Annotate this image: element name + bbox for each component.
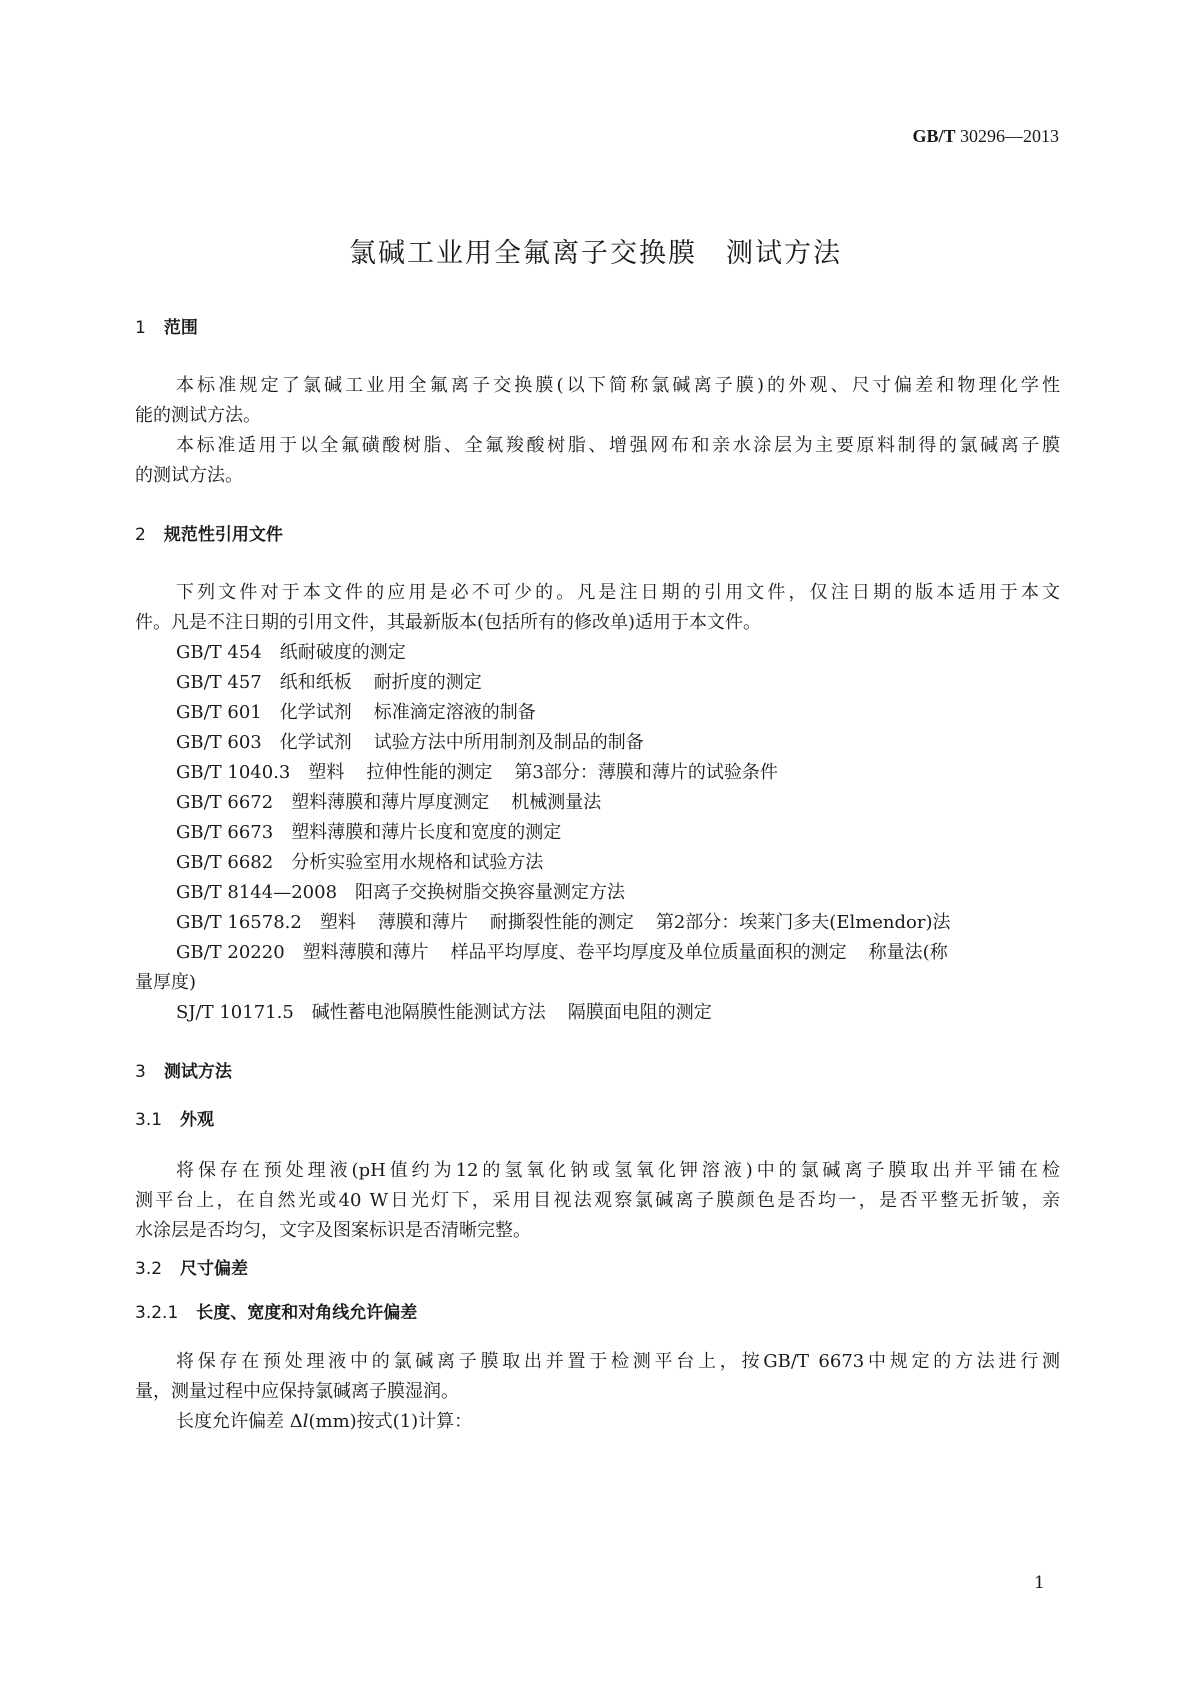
reference-code: GB/T 457 <box>176 672 262 693</box>
reference-title: 分析实验室用水规格和试验方法 <box>291 852 544 873</box>
section-title: 测试方法 <box>163 1062 232 1082</box>
paragraph-line: 下列文件对于本文件的应用是必不可少的。凡是注日期的引用文件，仅注日期的版本适用于本文 <box>176 582 1060 603</box>
reference-title: 化学试剂 标准滴定溶液的制备 <box>279 702 536 723</box>
reference-code: GB/T 6682 <box>176 852 274 873</box>
section-1-heading <box>135 313 198 338</box>
reference-title: 塑料薄膜和薄片 样品平均厚度、卷平均厚度及单位质量面积的测定 称量法(称 <box>302 942 948 963</box>
reference-code: GB/T 16578.2 <box>176 912 302 933</box>
reference-title: 塑料薄膜和薄片厚度测定 机械测量法 <box>291 792 602 813</box>
paragraph-line: 水涂层是否均匀，文字及图案标识是否清晰完整。 <box>135 1220 531 1241</box>
reference-item <box>176 728 644 754</box>
reference-title: 阳离子交换树脂交换容量测定方法 <box>355 882 626 903</box>
reference-item <box>176 638 406 664</box>
paragraph-line: 量，测量过程中应保持氯碱离子膜湿润。 <box>135 1381 459 1402</box>
reference-code: GB/T 6672 <box>176 792 274 813</box>
reference-code: GB/T 1040.3 <box>176 762 291 783</box>
section-title: 外观 <box>180 1110 215 1130</box>
reference-code: SJ/T 10171.5 <box>176 1002 294 1023</box>
reference-item <box>176 788 601 814</box>
paragraph-line: 本标准规定了氯碱工业用全氟离子交换膜(以下简称氯碱离子膜)的外观、尺寸偏差和物理化学性 <box>176 375 1060 396</box>
reference-title: 塑料 薄膜和薄片 耐撕裂性能的测定 第2部分：埃莱门多夫(Elmendor)法 <box>319 912 951 933</box>
paragraph-line: 将保存在预处理液中的氯碱离子膜取出并置于检测平台上，按GB/T 6673中规定的方法进行测 <box>176 1351 1060 1372</box>
reference-code: GB/T 603 <box>176 732 262 753</box>
reference-code: GB/T 454 <box>176 642 262 663</box>
formula-intro <box>176 1407 472 1433</box>
reference-item <box>176 908 951 934</box>
reference-title: 塑料 拉伸性能的测定 第3部分：薄膜和薄片的试验条件 <box>308 762 778 783</box>
document-title: 氯碱工业用全氟离子交换膜 测试方法 <box>349 238 842 269</box>
standard-code: GB/T <box>912 126 956 146</box>
reference-code: GB/T 20220 <box>176 942 285 963</box>
section-title: 范围 <box>163 318 198 338</box>
reference-title: 碱性蓄电池隔膜性能测试方法 隔膜面电阻的测定 <box>311 1002 712 1023</box>
formula-pre: 长度允许偏差 Δ <box>176 1411 303 1432</box>
reference-title: 塑料薄膜和薄片长度和宽度的测定 <box>291 822 562 843</box>
reference-item <box>176 818 561 844</box>
section-3-2-heading <box>135 1254 248 1279</box>
paragraph-line: 能的测试方法。 <box>135 405 261 426</box>
reference-item <box>176 998 712 1024</box>
paragraph-line: 的测试方法。 <box>135 465 243 486</box>
section-3-2-1-heading <box>135 1298 417 1323</box>
reference-title: 纸耐破度的测定 <box>279 642 406 663</box>
section-3-1-heading <box>135 1105 214 1130</box>
reference-title: 纸和纸板 耐折度的测定 <box>279 672 482 693</box>
section-title: 尺寸偏差 <box>180 1259 249 1279</box>
paragraph-line: 将保存在预处理液(pH值约为12的氢氧化钠或氢氧化钾溶液)中的氯碱离子膜取出并平铺在检 <box>176 1160 1060 1181</box>
reference-item <box>176 938 948 964</box>
section-title: 长度、宽度和对角线允许偏差 <box>196 1303 418 1323</box>
paragraph-line: 测平台上，在自然光或40 W日光灯下，采用目视法观察氯碱离子膜颜色是否均一，是否平整无折皱，亲 <box>135 1190 1060 1211</box>
reference-item <box>176 668 482 694</box>
section-number: 3.2.1 <box>135 1303 179 1323</box>
standard-year: 30296—2013 <box>960 126 1059 146</box>
section-number: 2 <box>135 525 146 545</box>
section-2-heading <box>135 520 283 545</box>
standard-number <box>912 126 1059 147</box>
formula-variable: l <box>302 1411 309 1432</box>
page-number: 1 <box>1034 1573 1045 1593</box>
reference-item <box>176 758 778 784</box>
section-number: 3.2 <box>135 1259 163 1279</box>
section-3-heading <box>135 1057 232 1082</box>
reference-title: 化学试剂 试验方法中所用制剂及制品的制备 <box>279 732 644 753</box>
reference-code: GB/T 8144—2008 <box>176 882 338 903</box>
paragraph-line: 本标准适用于以全氟磺酸树脂、全氟羧酸树脂、增强网布和亲水涂层为主要原料制得的氯碱离子膜 <box>176 435 1060 456</box>
reference-code: GB/T 6673 <box>176 822 274 843</box>
section-number: 3.1 <box>135 1110 163 1130</box>
reference-item <box>176 878 625 904</box>
reference-item <box>176 698 536 724</box>
reference-continuation: 量厚度) <box>135 972 197 993</box>
paragraph-line: 件。凡是不注日期的引用文件，其最新版本(包括所有的修改单)适用于本文件。 <box>135 612 762 633</box>
section-number: 1 <box>135 318 146 338</box>
section-number: 3 <box>135 1062 146 1082</box>
section-title: 规范性引用文件 <box>163 525 283 545</box>
reference-code: GB/T 601 <box>176 702 262 723</box>
formula-post: (mm)按式(1)计算： <box>308 1411 473 1432</box>
reference-item <box>176 848 543 874</box>
